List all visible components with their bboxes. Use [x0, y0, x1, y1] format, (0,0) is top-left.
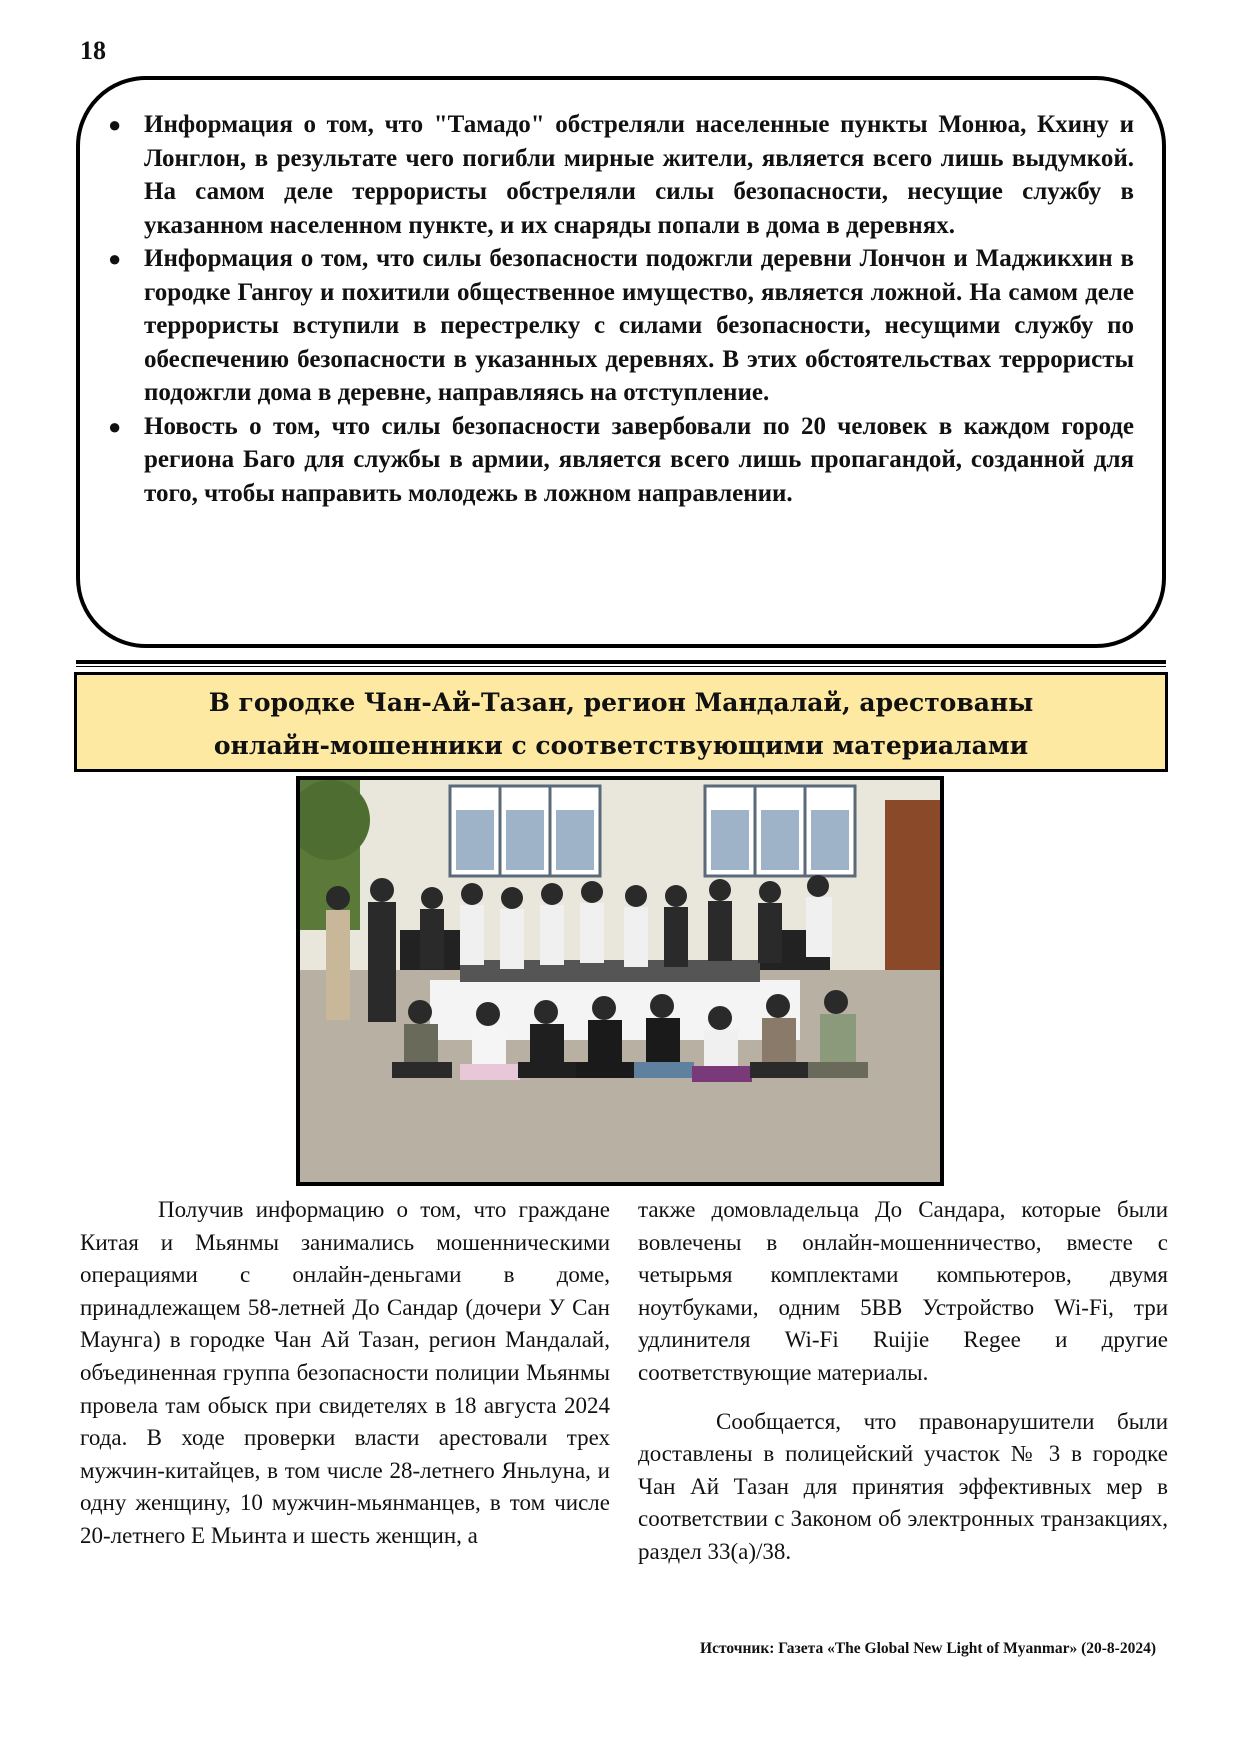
- bullet-text: Информация о том, что силы безопасности подожгли деревни Лончон и Маджикхин в городке Гангоу и похитили общественное имущество, является ложной. На самом деле террористы вступили в перестрелку с силами безопасности, несущими службу по обеспечению безопасности в указанных деревнях. В этих обстоятельствах террористы подожгли дома в деревне, направляясь на отступление.: [144, 245, 1134, 406]
- bullet-item: [104, 242, 1134, 410]
- article-paragraph: Сообщается, что правонарушители были доставлены в полицейский участок № 3 в городке Чан Ай Тазан для принятия эффективных мер в соответствии с Законом об электронных транзакциях, раздел 33(а)/38.: [638, 1408, 1168, 1564]
- source-credit: Источник: Газета «The Global New Light of Myanmar» (20-8-2024): [700, 1640, 1156, 1657]
- bullet-dot-icon: ●: [108, 413, 122, 439]
- bullet-item: [104, 410, 1134, 511]
- article-photo: [296, 776, 944, 1186]
- bullet-text: Информация о том, что "Тамадо" обстреляли населенные пункты Монюа, Кхину и Лонглон, в результате чего погибли мирные жители, является всего лишь выдумкой. На самом деле террористы обстреляли силы безопасности, несущие службу в указанном населенном пункте, и их снаряды попали в дома в деревнях.: [144, 111, 1134, 239]
- section-divider-thin: [76, 666, 1166, 667]
- article-headline: [74, 672, 1168, 772]
- article-paragraph: Получив информацию о том, что граждане Китая и Мьянмы занимались мошенническими операциями с онлайн-деньгами в доме, принадлежащем 58-летней До Сандар (дочери У Сан Маунга) в городке Чан Ай Тазан, регион Мандалай, объединенная группа безопасности полиции Мьянмы провела там обыск при свидетелях в 18 августа 2024 года. В ходе проверки власти арестовали трех мужчин-китайцев, в том числе 28-летнего Яньлуна, и одну женщину, 10 мужчин-мьянманцев, в том числе 20-летнего Е Мьинта и шесть женщин, а: [80, 1197, 610, 1548]
- article-column-right: [638, 1194, 1168, 1569]
- bullet-text: Новость о том, что силы безопасности завербовали по 20 человек в каждом городе региона Баго для службы в армии, является всего лишь пропагандой, созданной для того, чтобы направить молодежь в ложном направлении.: [144, 412, 1134, 507]
- bullet-list: [104, 108, 1134, 510]
- bullet-dot-icon: ●: [108, 112, 122, 137]
- article-paragraph-continued: также домовладельца До Сандара, которые были вовлечены в онлайн-мошенничество, вместе с четырьмя комплектами компьютеров, двумя ноутбуками, одним 5BB Устройство Wi-Fi, три удлинителя Wi-Fi Ruijie Regee и другие соответствующие материалы.: [638, 1197, 1168, 1385]
- article-column-left: [80, 1194, 610, 1553]
- bullet-dot-icon: ●: [108, 246, 122, 271]
- page-number: 18: [80, 36, 106, 65]
- headline-line-2: онлайн-мошенники с соответствующими материалами: [213, 731, 1029, 760]
- bullet-item: [104, 108, 1134, 242]
- section-divider: [76, 660, 1166, 664]
- headline-line-1: В городке Чан-Ай-Тазан, регион Мандалай, арестованы: [208, 688, 1034, 717]
